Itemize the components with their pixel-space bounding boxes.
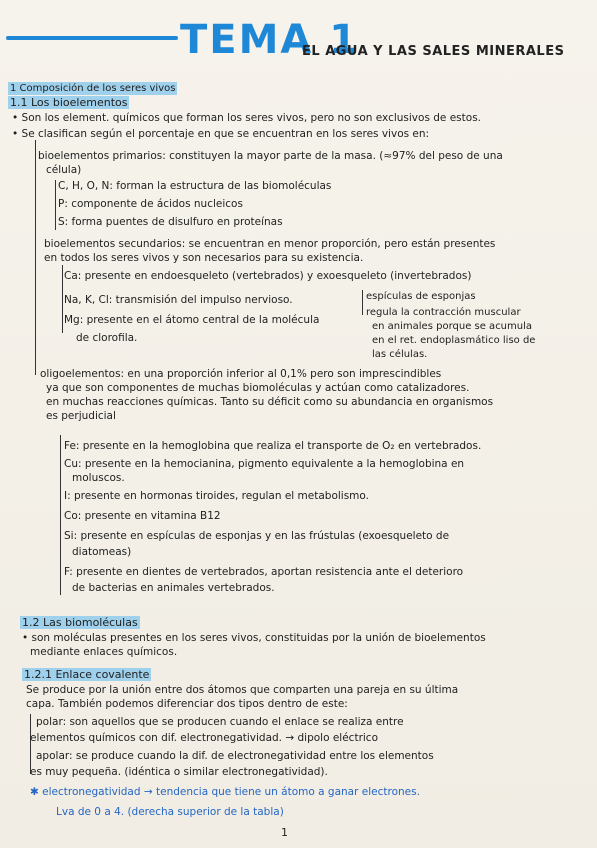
title-underline xyxy=(6,36,178,40)
list-item: moluscos. xyxy=(72,472,125,484)
list-item: en todos los seres vivos y son necesarios para su existencia. xyxy=(44,252,364,264)
note-text: ✱ electronegatividad → tendencia que tiene un átomo a ganar electrones. xyxy=(30,786,420,798)
subsection-heading: 1.1 Los bioelementos xyxy=(10,96,128,109)
page-title: TEMA 1 xyxy=(180,17,360,63)
side-note: las células. xyxy=(372,349,428,360)
list-item: bioelementos primarios: constituyen la mayor parte de la masa. (≈97% del peso de una xyxy=(38,150,503,162)
paragraph: capa. También podemos diferenciar dos tipos dentro de este: xyxy=(26,698,348,710)
section-heading: 1 Composición de los seres vivos xyxy=(10,83,176,94)
list-item: diatomeas) xyxy=(72,546,132,558)
list-item: Cu: presente en la hemocianina, pigmento equivalente a la hemoglobina en xyxy=(64,458,465,470)
list-item: célula) xyxy=(46,164,82,176)
side-note: espículas de esponjas xyxy=(366,291,476,302)
list-item: bioelementos secundarios: se encuentran en menor proporción, pero están presentes xyxy=(44,238,496,250)
list-item: de bacterias en animales vertebrados. xyxy=(72,582,275,594)
list-item: C, H, O, N: forman la estructura de las biomoléculas xyxy=(58,180,332,192)
list-item: Si: presente en espículas de esponjas y en las frústulas (exoesqueleto de xyxy=(64,530,450,542)
list-item: en muchas reacciones químicas. Tanto su déficit como su abundancia en organismos xyxy=(46,396,494,408)
page-subtitle: EL AGUA Y LAS SALES MINERALES xyxy=(302,44,565,59)
list-item: Co: presente en vitamina B12 xyxy=(64,510,221,522)
bullet-text: • Son los element. químicos que forman los seres vivos, pero no son exclusivos de estos. xyxy=(12,112,481,124)
list-item: Ca: presente en endoesqueleto (vertebrados) y exoesqueleto (invertebrados) xyxy=(64,270,472,282)
list-item: S: forma puentes de disulfuro en proteínas xyxy=(58,216,283,228)
bracket-line xyxy=(362,290,363,315)
list-item: polar: son aquellos que se producen cuando el enlace se realiza entre xyxy=(36,716,404,728)
note-text: Lva de 0 a 4. (derecha superior de la tabla) xyxy=(56,806,284,818)
page-number: 1 xyxy=(281,826,288,839)
list-item: P: componente de ácidos nucleicos xyxy=(58,198,243,210)
list-item: es muy pequeña. (idéntica o similar electronegatividad). xyxy=(30,766,328,778)
list-item: elementos químicos con dif. electronegatividad. → dipolo eléctrico xyxy=(30,732,378,744)
bullet-text: • Se clasifican según el porcentaje en que se encuentran en los seres vivos en: xyxy=(12,128,430,140)
list-item: oligoelementos: en una proporción inferior al 0,1% pero son imprescindibles xyxy=(40,368,442,380)
list-item: F: presente en dientes de vertebrados, aportan resistencia ante el deterioro xyxy=(64,566,464,578)
list-item: ya que son componentes de muchas biomoléculas y actúan como catalizadores. xyxy=(46,382,470,394)
list-item: Fe: presente en la hemoglobina que realiza el transporte de O₂ en vertebrados. xyxy=(64,440,482,452)
bullet-text: mediante enlaces químicos. xyxy=(30,646,178,658)
outline-line xyxy=(62,265,63,333)
subsection-heading: 1.2.1 Enlace covalente xyxy=(24,668,150,681)
outline-line xyxy=(35,140,36,375)
side-note: en animales porque se acumula xyxy=(372,321,533,332)
list-item: Na, K, Cl: transmisión del impulso nervioso. xyxy=(64,294,293,306)
bullet-text: • son moléculas presentes en los seres vivos, constituidas por la unión de bioelementos xyxy=(22,632,486,644)
list-item: es perjudicial xyxy=(46,410,116,422)
outline-line xyxy=(55,180,56,230)
list-item: apolar: se produce cuando la dif. de electronegatividad entre los elementos xyxy=(36,750,434,762)
side-note: regula la contracción muscular xyxy=(366,307,521,318)
outline-line xyxy=(60,435,61,595)
paragraph: Se produce por la unión entre dos átomos que comparten una pareja en su última xyxy=(26,684,459,696)
list-item: Mg: presente en el átomo central de la molécula xyxy=(64,314,320,326)
list-item: de clorofila. xyxy=(76,332,138,344)
subsection-heading: 1.2 Las biomoléculas xyxy=(22,616,138,629)
side-note: en el ret. endoplasmático liso de xyxy=(372,335,536,346)
list-item: I: presente en hormonas tiroides, regulan el metabolismo. xyxy=(64,490,369,502)
